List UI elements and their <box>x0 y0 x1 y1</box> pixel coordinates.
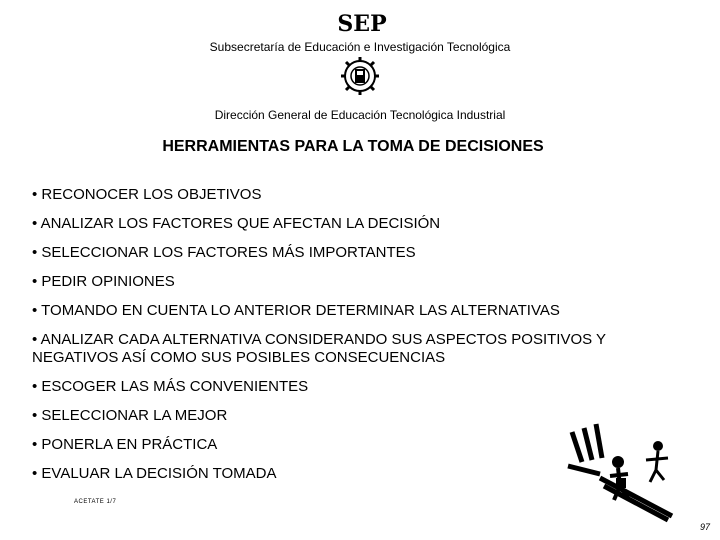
slide-code: ACETATE 1/7 <box>74 499 117 505</box>
list-item: • SELECCIONAR LOS FACTORES MÁS IMPORTANTES <box>32 244 416 261</box>
list-item: • TOMANDO EN CUENTA LO ANTERIOR DETERMINAR LAS ALTERNATIVAS <box>32 302 560 319</box>
institution-emblem-icon <box>340 56 380 96</box>
people-clipart-icon <box>560 420 680 520</box>
list-item: • EVALUAR LA DECISIÓN TOMADA <box>32 465 277 482</box>
sep-logo-text: SEP <box>337 11 387 37</box>
list-item: • PONERLA EN PRÁCTICA <box>32 436 218 453</box>
subsecretaria-text: Subsecretaría de Educación e Investigación Tecnológica <box>209 40 511 54</box>
list-item: • RECONOCER LOS OBJETIVOS <box>32 186 262 203</box>
list-item: • ESCOGER LAS MÁS CONVENIENTES <box>32 378 309 395</box>
list-item: • PEDIR OPINIONES <box>32 273 175 290</box>
list-item: • ANALIZAR CADA ALTERNATIVA CONSIDERANDO SUS ASPECTOS POSITIVOS Y NEGATIVOS ASÍ COMO SUS POSIBLES CONSECUENCIAS <box>32 331 606 366</box>
list-item: • SELECCIONAR LA MEJOR <box>32 407 228 424</box>
list-item: • ANALIZAR LOS FACTORES QUE AFECTAN LA DECISIÓN <box>32 215 441 232</box>
page-number: 97 <box>699 522 710 532</box>
direccion-text: Dirección General de Educación Tecnológica Industrial <box>214 108 506 122</box>
sep-logo <box>337 10 387 37</box>
page-title: HERRAMIENTAS PARA LA TOMA DE DECISIONES <box>162 138 544 155</box>
